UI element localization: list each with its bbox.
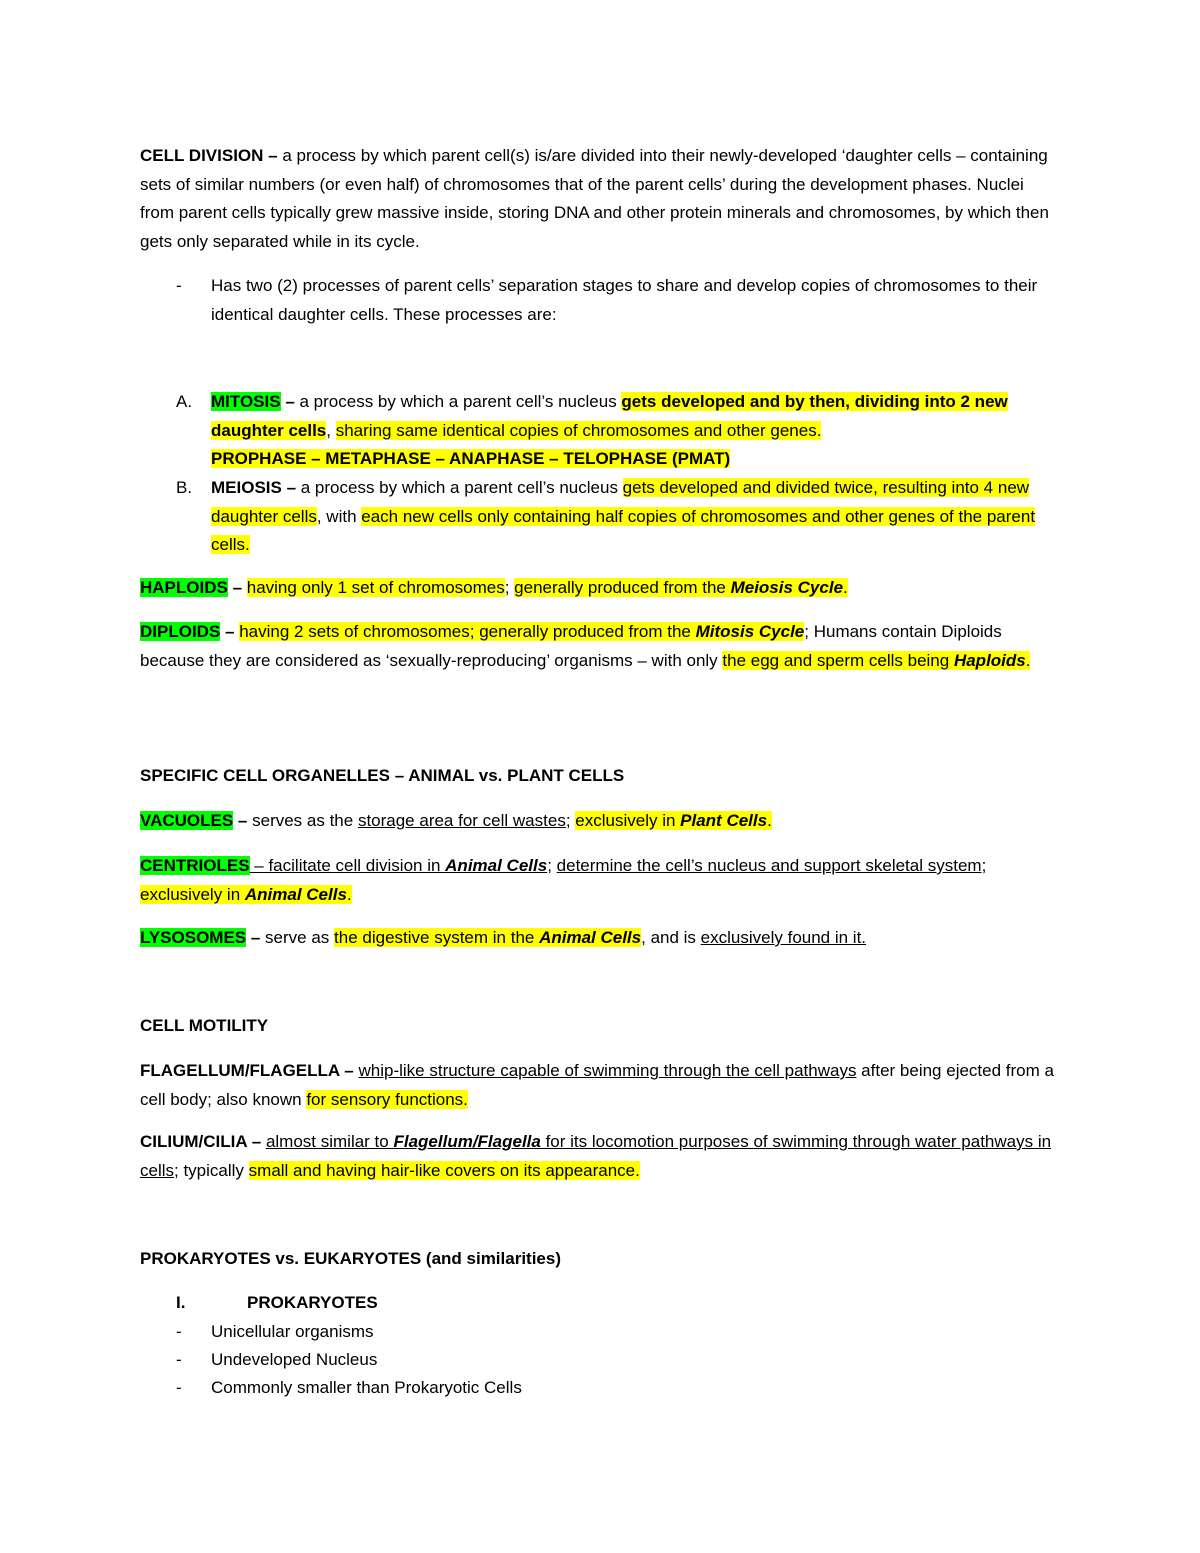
vacuoles-text: serves as the [252,811,358,830]
mitosis-phases: PROPHASE – METAPHASE – ANAPHASE – TELOPHASE (PMAT) [211,449,731,468]
lysosomes-term: LYSOSOMES [140,928,247,947]
diploids-text: ; Humans contain Diploids because they are considered as ‘sexually-reproducing’ organisms – with only [140,622,1002,670]
roman-numeral-i: I. [176,1293,186,1312]
centrioles-underline-1: – facilitate cell division in Animal Cells [249,856,548,875]
cell-division-text: a process by which parent cell(s) is/are divided into their newly-developed ‘daughter cells – containing sets of similar numbers (or even half) of chromosomes that of the parent cells’ during the development phases. Nuclei from parent cells typically grew massive inside, storing DNA and other protein minerals and chromosomes, by which then gets only separated while in its cycle. [140,146,1049,251]
cilium-term: CILIUM/CILIA – [140,1132,262,1151]
meiosis-text: a process by which a parent cell’s nucleus [296,478,623,497]
list-dash: - [176,1378,182,1397]
meiosis-term: MEIOSIS – [211,478,297,497]
lysosomes-highlight: the digestive system in the Animal Cells [334,928,642,947]
centrioles-term: CENTRIOLES [140,856,250,875]
cilium-underline: almost similar to Flagellum/Flagella for its locomotion purposes of swimming through water pathways in cells [140,1132,1052,1180]
mitosis-item [211,388,1061,474]
centrioles-highlight: exclusively in Animal Cells. [140,884,352,904]
cilium-paragraph [140,1128,1060,1185]
haploids-term: HAPLOIDS [140,578,228,597]
list-marker-b: B. [176,478,193,497]
flagellum-highlight: for sensory functions. [306,1089,468,1109]
centrioles-paragraph [140,852,1060,909]
diploids-highlight-2: the egg and sperm cells being Haploids. [722,650,1031,670]
diploids-paragraph [140,618,1060,675]
centrioles-text-2: ; [981,856,987,875]
flagellum-term: FLAGELLUM/FLAGELLA – [140,1061,354,1080]
list-item: Undeveloped Nucleus [211,1350,378,1369]
mitosis-text-2: , [326,420,336,440]
organelles-heading: SPECIFIC CELL ORGANELLES – ANIMAL vs. PLANT CELLS [140,766,625,785]
mitosis-term: MITOSIS [211,392,281,411]
vacuoles-highlight: exclusively in Plant Cells. [575,811,772,830]
diploids-term: DIPLOIDS [140,622,221,641]
cell-division-term: CELL DIVISION – [140,146,278,165]
haploids-highlight-2: generally produced from the Meiosis Cycle. [514,578,848,597]
meiosis-highlight-1: gets developed and divided twice, resulting into 4 new daughter cells [211,478,1030,526]
lysosomes-text: serve as [265,928,335,947]
haploids-text: ; [504,578,515,597]
lysosomes-underline: exclusively found in it. [700,928,867,947]
mitosis-highlight-1: gets developed and by then, dividing into 2 new daughter cells [211,392,1008,440]
diploids-sep: – [220,622,240,641]
has-two-processes: Has two (2) processes of parent cells’ separation stages to share and develop copies of chromosomes to their identical daughter cells. These processes are: [211,276,1038,324]
flagellum-text: after being ejected from a cell body; also known [140,1061,1054,1109]
cell-division-paragraph [140,142,1060,256]
haploids-paragraph [140,574,1060,603]
cilium-highlight: small and having hair-like covers on its appearance. [248,1160,640,1180]
list-item: Commonly smaller than Prokaryotic Cells [211,1378,522,1397]
prokaryotes-eukaryotes-heading: PROKARYOTES vs. EUKARYOTES (and similarities) [140,1249,561,1268]
lysosomes-sep: – [246,928,266,947]
list-dash: - [176,1350,182,1369]
vacuoles-text-2: ; [565,811,576,830]
list-item: Unicellular organisms [211,1322,374,1341]
diploids-highlight-1: having 2 sets of chromosomes; generally produced from the Mitosis Cycle [239,622,805,641]
lysosomes-text-2: , and is [641,928,701,947]
list-marker-a: A. [176,392,193,411]
flagellum-underline: whip-like structure capable of swimming through the cell pathways [358,1061,857,1080]
flagellum-paragraph [140,1057,1060,1114]
centrioles-text: ; [547,856,557,875]
bullet-dash: - [176,276,182,295]
meiosis-item [211,474,1061,560]
vacuoles-sep: – [233,811,253,830]
haploids-sep: – [227,578,247,597]
lysosomes-paragraph [140,924,1060,953]
centrioles-underline-2: determine the cell’s nucleus and support skeletal system [556,856,982,875]
list-dash: - [176,1322,182,1341]
meiosis-highlight-2: each new cells only containing half copies of chromosomes and other genes of the parent cells. [211,506,1036,554]
motility-heading: CELL MOTILITY [140,1016,269,1035]
mitosis-highlight-2: sharing same identical copies of chromosomes and other genes. [335,420,822,440]
vacuoles-underline: storage area for cell wastes [357,811,566,830]
meiosis-text-2: , with [316,506,362,526]
cilium-text: ; typically [174,1160,249,1180]
haploids-highlight-1: having only 1 set of chromosomes [246,578,505,597]
vacuoles-paragraph [140,807,1060,836]
vacuoles-term: VACUOLES [140,811,234,830]
prokaryotes-subheading: PROKARYOTES [247,1293,378,1312]
mitosis-sep: – [280,392,300,411]
mitosis-text: a process by which a parent cell’s nucleus [299,392,622,411]
